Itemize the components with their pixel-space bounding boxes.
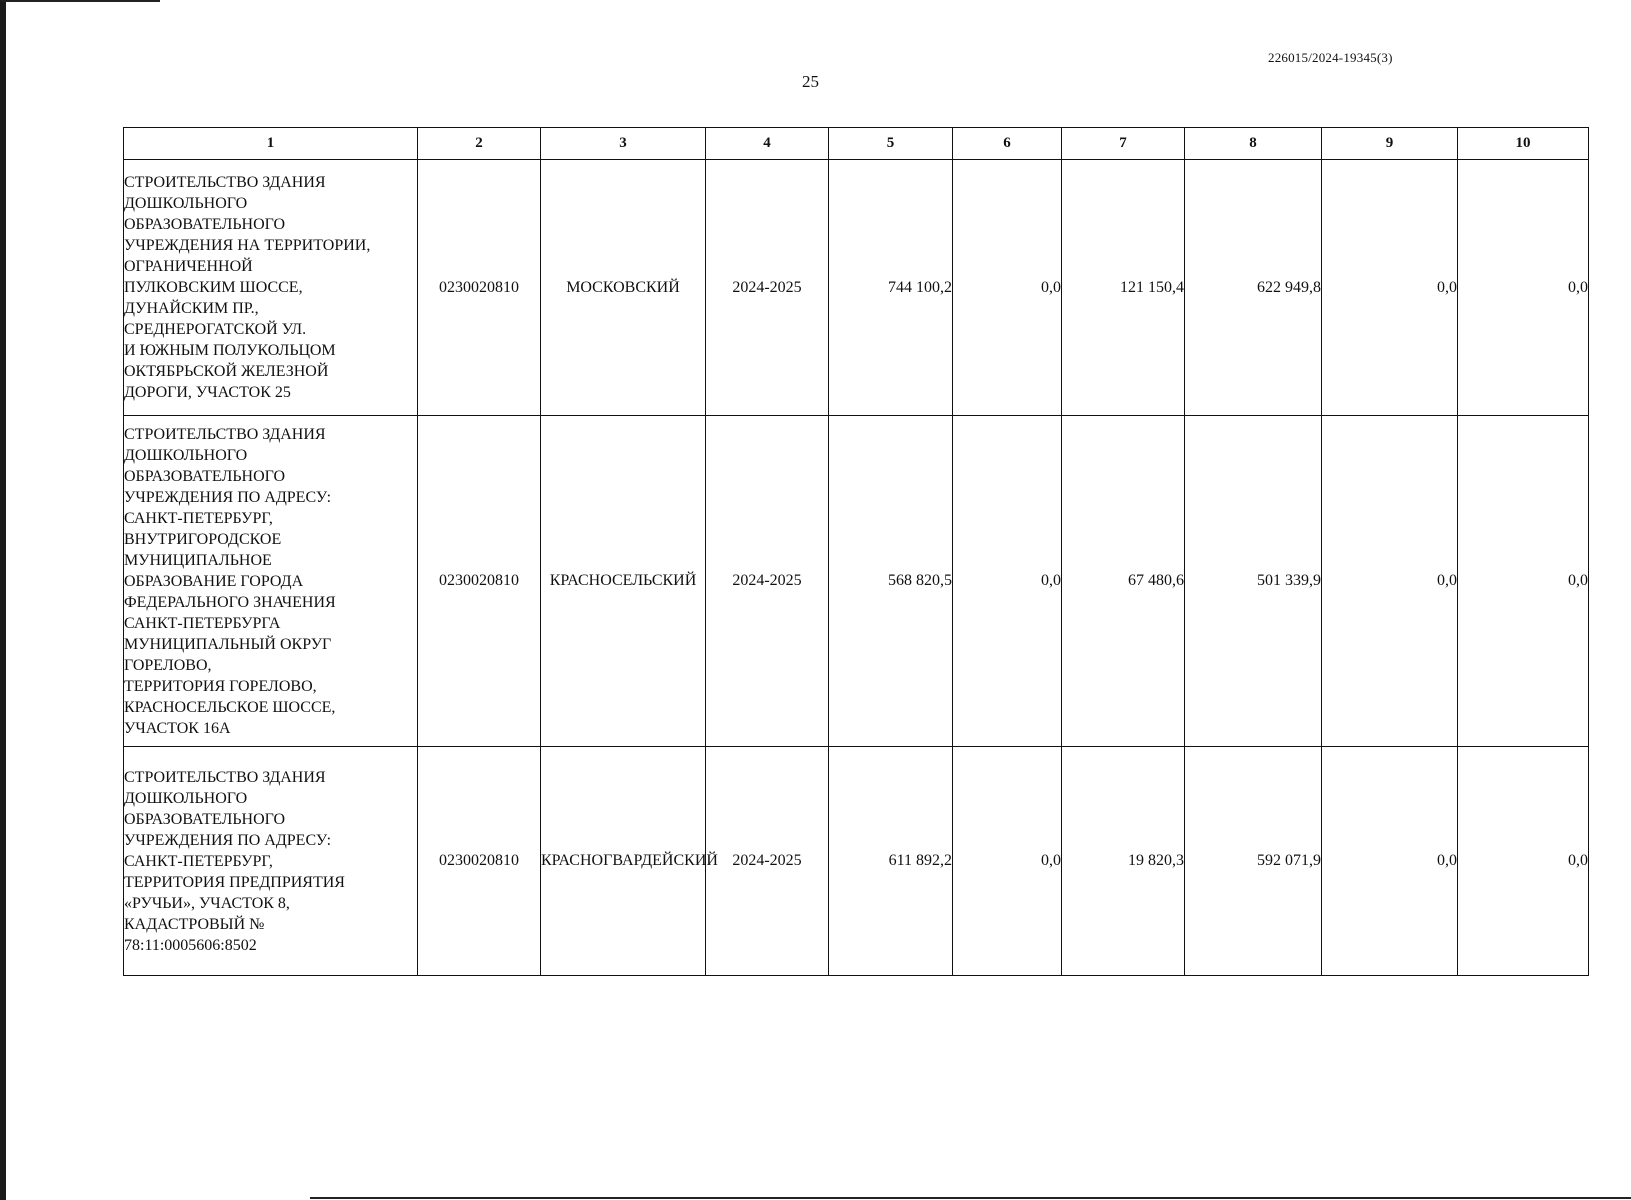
column-header: 4 — [706, 128, 829, 160]
value-cell: 19 820,3 — [1062, 747, 1185, 976]
column-header: 6 — [953, 128, 1062, 160]
value-cell: 568 820,5 — [829, 416, 953, 747]
value-cell: 67 480,6 — [1062, 416, 1185, 747]
scan-edge-left — [0, 0, 6, 1200]
value-cell: 501 339,9 — [1185, 416, 1322, 747]
value-cell: 0,0 — [1458, 747, 1589, 976]
column-header: 2 — [418, 128, 541, 160]
period-cell: 2024-2025 — [706, 160, 829, 416]
code-cell: 0230020810 — [418, 160, 541, 416]
column-header: 10 — [1458, 128, 1589, 160]
value-cell: 0,0 — [1458, 416, 1589, 747]
table-row — [124, 747, 1589, 976]
scan-line-bottom — [310, 1197, 1631, 1199]
value-cell: 0,0 — [1322, 747, 1458, 976]
column-header: 7 — [1062, 128, 1185, 160]
header-row — [124, 128, 1589, 160]
table-row — [124, 416, 1589, 747]
column-header: 1 — [124, 128, 418, 160]
column-header: 8 — [1185, 128, 1322, 160]
period-cell: 2024-2025 — [706, 747, 829, 976]
scan-line-top — [0, 0, 160, 2]
column-header: 3 — [541, 128, 706, 160]
district-cell: КРАСНОГВАРДЕЙСКИЙ — [541, 747, 706, 976]
district-cell: МОСКОВСКИЙ — [541, 160, 706, 416]
object-name-cell: СТРОИТЕЛЬСТВО ЗДАНИЯ ДОШКОЛЬНОГО ОБРАЗОВАТЕЛЬНОГО УЧРЕЖДЕНИЯ ПО АДРЕСУ: САНКТ-ПЕТЕРБУРГ, ТЕРРИТОРИЯ ПРЕДПРИЯТИЯ «РУЧЬИ», УЧАСТОК 8, КАДАСТРОВЫЙ № 78:11:0005606:8502 — [124, 747, 418, 976]
value-cell: 744 100,2 — [829, 160, 953, 416]
period-cell: 2024-2025 — [706, 416, 829, 747]
value-cell: 0,0 — [1322, 160, 1458, 416]
value-cell: 121 150,4 — [1062, 160, 1185, 416]
page-number: 25 — [802, 72, 819, 91]
value-cell: 592 071,9 — [1185, 747, 1322, 976]
value-cell: 0,0 — [1458, 160, 1589, 416]
value-cell: 0,0 — [953, 160, 1062, 416]
value-cell: 0,0 — [953, 747, 1062, 976]
value-cell: 0,0 — [953, 416, 1062, 747]
column-header: 9 — [1322, 128, 1458, 160]
budget-table — [123, 127, 1589, 976]
object-name-cell: СТРОИТЕЛЬСТВО ЗДАНИЯ ДОШКОЛЬНОГО ОБРАЗОВАТЕЛЬНОГО УЧРЕЖДЕНИЯ НА ТЕРРИТОРИИ, ОГРАНИЧЕННОЙ ПУЛКОВСКИМ ШОССЕ, ДУНАЙСКИМ ПР., СРЕДНЕРОГАТСКОЙ УЛ. И ЮЖНЫМ ПОЛУКОЛЬЦОМ ОКТЯБРЬСКОЙ ЖЕЛЕЗНОЙ ДОРОГИ, УЧАСТОК 25 — [124, 160, 418, 416]
code-cell: 0230020810 — [418, 747, 541, 976]
table-row — [124, 160, 1589, 416]
column-header: 5 — [829, 128, 953, 160]
value-cell: 622 949,8 — [1185, 160, 1322, 416]
district-cell: КРАСНОСЕЛЬСКИЙ — [541, 416, 706, 747]
document-number: 226015/2024-19345(3) — [1268, 50, 1393, 65]
code-cell: 0230020810 — [418, 416, 541, 747]
object-name-cell: СТРОИТЕЛЬСТВО ЗДАНИЯ ДОШКОЛЬНОГО ОБРАЗОВАТЕЛЬНОГО УЧРЕЖДЕНИЯ ПО АДРЕСУ: САНКТ-ПЕТЕРБУРГ, ВНУТРИГОРОДСКОЕ МУНИЦИПАЛЬНОЕ ОБРАЗОВАНИЕ ГОРОДА ФЕДЕРАЛЬНОГО ЗНАЧЕНИЯ САНКТ-ПЕТЕРБУРГА МУНИЦИПАЛЬНЫЙ ОКРУГ ГОРЕЛОВО, ТЕРРИТОРИЯ ГОРЕЛОВО, КРАСНОСЕЛЬСКОЕ ШОССЕ, УЧАСТОК 16А — [124, 416, 418, 747]
value-cell: 0,0 — [1322, 416, 1458, 747]
value-cell: 611 892,2 — [829, 747, 953, 976]
